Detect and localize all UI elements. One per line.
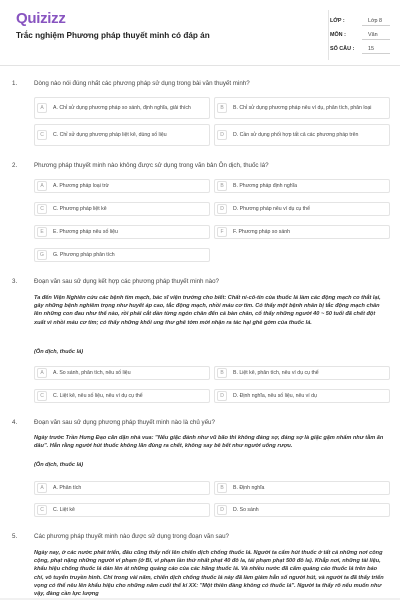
answer-option[interactable]	[34, 389, 210, 403]
meta-label: LỚP :	[330, 18, 345, 24]
answer-option[interactable]	[34, 225, 210, 239]
option-text: F. Phương pháp so sánh	[233, 228, 291, 235]
option-text: E. Phương pháp nêu số liệu	[53, 228, 118, 235]
option-text: D. Phương pháp nêu ví dụ cụ thể	[233, 205, 310, 212]
option-text: A. Phân tích	[53, 484, 82, 491]
option-letter: B	[217, 368, 227, 378]
option-letter: B	[217, 483, 227, 493]
answer-option[interactable]	[34, 366, 210, 380]
option-letter: D	[217, 130, 227, 140]
option-text: A. So sánh, phân tích, nêu số liệu	[53, 369, 131, 376]
answer-option[interactable]	[214, 97, 390, 119]
answer-option[interactable]	[34, 124, 210, 146]
answer-option[interactable]	[34, 97, 210, 119]
passage-source: (Ôn dịch, thuốc lá)	[34, 349, 84, 355]
option-letter: A	[37, 181, 47, 191]
answer-option[interactable]	[214, 202, 390, 216]
option-text: C. Phương pháp liệt kê	[53, 205, 107, 212]
answer-option[interactable]	[214, 481, 390, 495]
answer-option[interactable]	[34, 503, 210, 517]
meta-value: Lớp 8	[362, 16, 390, 26]
option-text: A. Chỉ sử dụng phương pháp so sánh, định nghĩa, giải thích	[53, 104, 191, 111]
meta-value: 15	[362, 44, 390, 54]
option-text: B. Liệt kê, phân tích, nêu ví dụ cụ thể	[233, 369, 319, 376]
question-passage: Ngày nay, ở các nước phát triển, đâu cũng thấy nổi lên chiến dịch chống thuốc lá. Người ta cấm hút thuốc ở tất cả những nơi công cộng, phạt nặng những người vi phạm (ở Bỉ, vi phạm lần thứ nhất phạt 40 đô la, tái phạm phạt 500 đô la). Khắp nơi, những tài liệu, khẩu hiệu chống thuốc lá dán lên át những quảng cáo của các hãng thuốc lá. Và nhiều nước đã cấm quảng cáo thuốc lá trên báo chí, vô tuyến truyền hình. Chỉ trong vài năm, chiến dịch chống thuốc lá này đã làm giảm hẳn số người hút, và người ta đã thấy triển vọng có thể nêu lên khẩu hiệu cho những năm cuối thế kỉ XX: "Một thiên đàng không có thuốc lá". Người ta thấy rõ nếu muốn như vậy, đàng cần lực lượng	[34, 550, 384, 598]
question-number: 5.	[12, 533, 18, 540]
option-text: D. Cần sử dụng phối hợp tất cả các phương pháp trên	[233, 131, 359, 138]
option-text: C. Liệt kê	[53, 506, 75, 513]
option-text: C. Chỉ sử dụng phương pháp liệt kê, dùng số liệu	[53, 131, 167, 138]
answer-option[interactable]	[34, 179, 210, 193]
option-letter: C	[37, 204, 47, 214]
answer-option[interactable]	[34, 248, 210, 262]
header-divider	[328, 10, 329, 60]
question-number: 2.	[12, 162, 18, 169]
option-text: A. Phương pháp loại trừ	[53, 182, 109, 189]
question-text: Dòng nào nói đúng nhất các phương pháp sử dụng trong bài văn thuyết minh?	[34, 80, 250, 87]
option-letter: D	[217, 505, 227, 515]
answer-option[interactable]	[214, 503, 390, 517]
option-text: D. So sánh	[233, 506, 259, 513]
meta-row-subject	[330, 28, 390, 42]
answer-option[interactable]	[214, 124, 390, 146]
passage-source: (Ôn dịch, thuốc lá)	[34, 462, 84, 468]
option-text: D. Định nghĩa, nêu số liệu, nêu ví dụ	[233, 392, 317, 399]
option-text: B. Định nghĩa	[233, 484, 265, 491]
answer-option[interactable]	[214, 366, 390, 380]
option-text: G. Phương pháp phân tích	[53, 251, 115, 258]
option-text: B. Phương pháp định nghĩa	[233, 182, 297, 189]
option-letter: A	[37, 483, 47, 493]
option-text: C. Liệt kê, nêu số liệu, nêu ví dụ cụ thể	[53, 392, 143, 399]
option-letter: A	[37, 103, 47, 113]
meta-label: SỐ CÂU :	[330, 46, 355, 52]
answer-option[interactable]	[214, 225, 390, 239]
answer-option[interactable]	[214, 179, 390, 193]
option-letter: B	[217, 103, 227, 113]
meta-label: MÔN :	[330, 32, 346, 38]
option-letter: E	[37, 227, 47, 237]
page-title: Trắc nghiệm Phương pháp thuyết minh có đáp án	[16, 31, 210, 40]
question-number: 1.	[12, 80, 18, 87]
question-passage: Ta đến Viện Nghiên cứu các bệnh tim mạch, bác sĩ viện trưởng cho biết: Chất ni-cô-tin của thuốc lá làm các động mạch co thắt lại, gây những bệnh nghiêm trọng như huyết áp cao, tắc động mạch, nhồi máu cơ tim. Có thấy một bệnh nhân bị tắc động mạch chân lên những con đau như thế nào, rồi phải cắt dần từng ngón chân đến cả bàn chân, cổ thấy những người 40 ~ 50 tuổi đã chết đột xuất vì nhồi máu cơ tim; có thấy những khối ung thư ghê tởm mới nhận ra tác hại ghê gớm của thuốc lá.	[34, 295, 381, 326]
option-letter: G	[37, 250, 47, 260]
worksheet-header	[0, 0, 400, 66]
meta-value: Văn	[362, 30, 390, 40]
option-letter: B	[217, 181, 227, 191]
question-text: Đoạn văn sau sử dụng phương pháp thuyết minh nào là chủ yếu?	[34, 419, 215, 426]
option-letter: C	[37, 505, 47, 515]
option-letter: D	[217, 391, 227, 401]
answer-option[interactable]	[214, 389, 390, 403]
option-letter: C	[37, 130, 47, 140]
question-passage: Ngày trước Trần Hưng Đạo căn dặn nhà vua: "Nếu giặc đánh như vũ bão thì không đáng sợ, đáng sợ là giặc gặm nhấm như tằm ăn dâu". Hắn rằng người hút thuốc không lăn đùng ra chết, không say bê bết như người uống rượu.	[34, 435, 384, 450]
question-text: Đoạn văn sau sử dụng kết hợp các phương pháp thuyết minh nào?	[34, 278, 219, 285]
option-letter: D	[217, 204, 227, 214]
option-letter: F	[217, 227, 227, 237]
question-text: Phương pháp thuyết minh nào không được sử dụng trong văn bản Ôn dịch, thuốc lá?	[34, 162, 269, 169]
quizizz-logo: Quizizz	[16, 10, 66, 27]
question-5	[12, 533, 390, 600]
meta-row-class	[330, 14, 390, 28]
option-letter: A	[37, 368, 47, 378]
option-text: B. Chỉ sử dụng phương pháp nêu ví dụ, phân tích, phân loại	[233, 104, 372, 111]
question-number: 3.	[12, 278, 18, 285]
meta-row-count	[330, 42, 390, 56]
question-number: 4.	[12, 419, 18, 426]
option-letter: C	[37, 391, 47, 401]
answer-option[interactable]	[34, 202, 210, 216]
answer-option[interactable]	[34, 481, 210, 495]
question-text: Các phương pháp thuyết minh nào được sử dụng trong đoạn văn sau?	[34, 533, 229, 540]
worksheet-meta	[330, 14, 390, 56]
